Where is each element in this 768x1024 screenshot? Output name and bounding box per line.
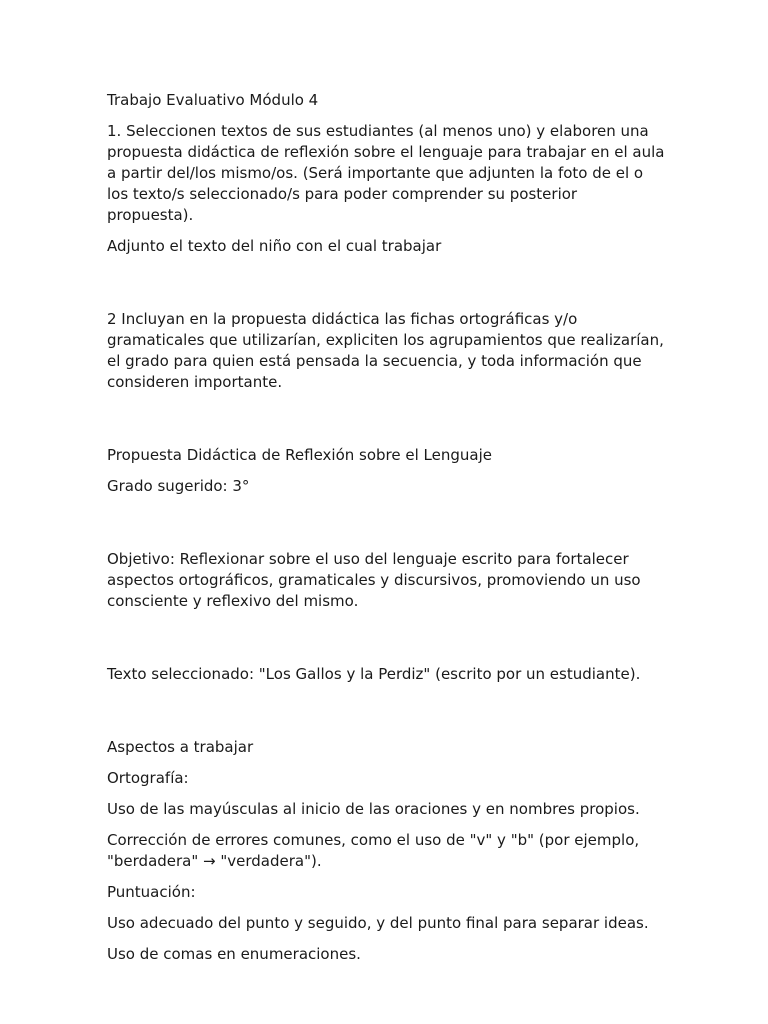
orthography-item: Uso de las mayúsculas al inicio de las oraciones y en nombres propios. <box>107 800 640 818</box>
punctuation-heading: Puntuación: <box>107 883 196 901</box>
punctuation-item: Uso de comas en enumeraciones. <box>107 945 361 963</box>
suggested-grade: Grado sugerido: 3° <box>107 477 250 495</box>
selected-text: Texto seleccionado: "Los Gallos y la Perdiz" (escrito por un estudiante). <box>107 665 641 683</box>
orthography-heading: Ortografía: <box>107 769 189 787</box>
question-1: 1. Seleccionen textos de sus estudiantes (al menos uno) y elaboren una propuesta didáctica de reflexión sobre el lenguaje para trabajar en el aula a partir del/los mismo/os. (Será importante que adjunten la foto de el o los texto/s seleccionado/s para poder comprender su posterior propuesta). <box>107 122 665 224</box>
spacer <box>107 267 667 309</box>
proposal-title: Propuesta Didáctica de Reflexión sobre el Lenguaje <box>107 446 493 464</box>
objective: Objetivo: Reflexionar sobre el uso del lenguaje escrito para fortalecer aspectos ortográficos, gramaticales y discursivos, promoviendo un uso consciente y reflexivo del mismo. <box>107 550 641 610</box>
spacer <box>107 695 667 737</box>
document-page <box>107 90 667 975</box>
question-2: 2 Incluyan en la propuesta didáctica las fichas ortográficas y/o gramaticales que utilizarían, expliciten los agrupamientos que realizarían, el grado para quien está pensada la secuencia, y toda información que consideren importante. <box>107 310 664 391</box>
spacer <box>107 507 667 549</box>
spacer <box>107 403 667 445</box>
punctuation-item: Uso adecuado del punto y seguido, y del punto final para separar ideas. <box>107 914 649 932</box>
attachment-note: Adjunto el texto del niño con el cual trabajar <box>107 237 442 255</box>
orthography-item: Corrección de errores comunes, como el uso de "v" y "b" (por ejemplo, "berdadera" → "verdadera"). <box>107 831 640 870</box>
spacer <box>107 622 667 664</box>
aspects-heading: Aspectos a trabajar <box>107 738 254 756</box>
document-title: Trabajo Evaluativo Módulo 4 <box>107 91 319 109</box>
